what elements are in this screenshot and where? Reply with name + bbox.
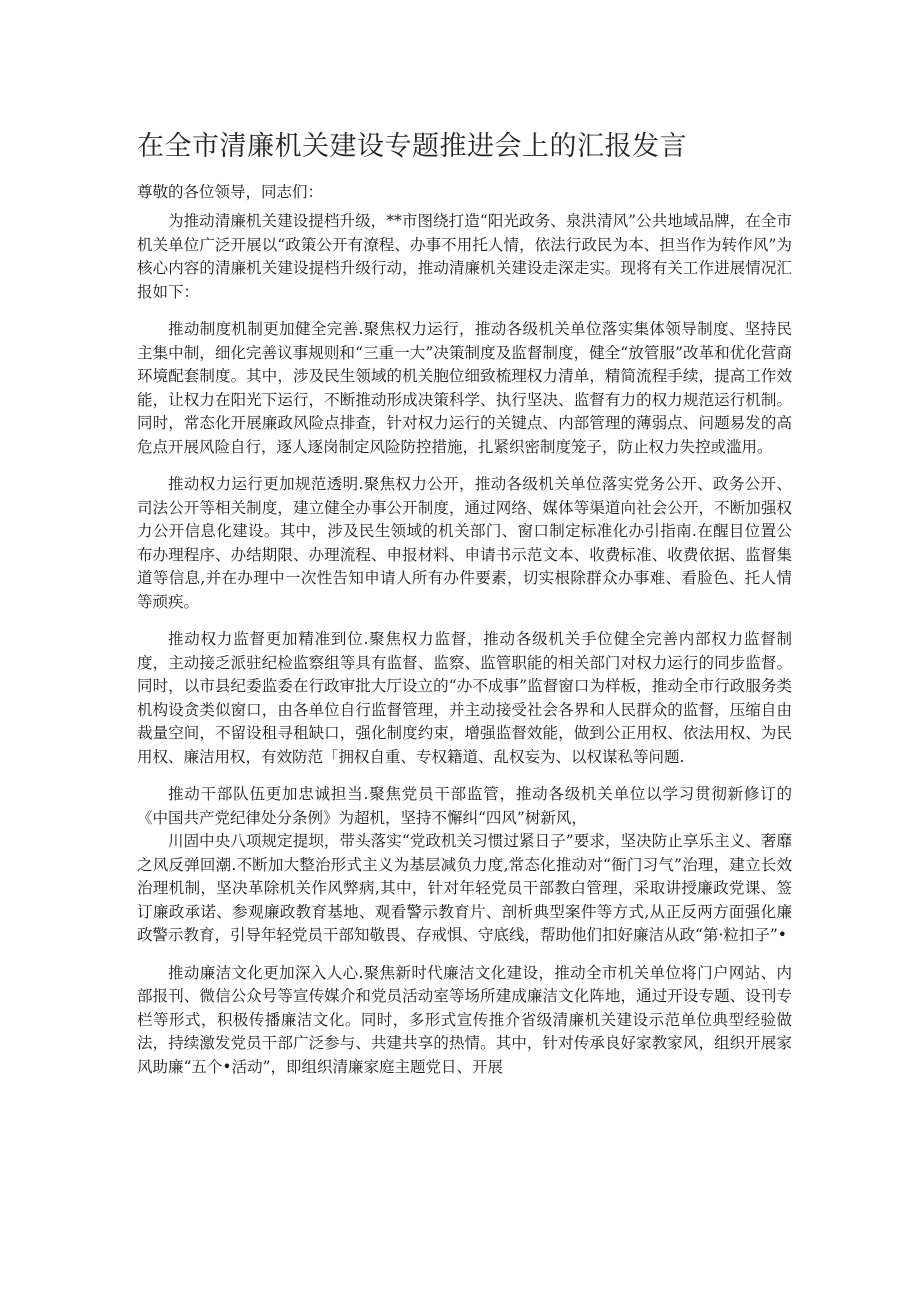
paragraph-transparency: 推动权力运行更加规范透明.聚焦权力公开，推动各级机关单位落实党务公开、政务公开、司法公开等相关制度，建立健全办事公开制度，通过网络、媒体等渠道向社会公开，不断加强权力公开信息化建设。其中，涉及民生领域的机关部门、窗口制定标准化办引指南.在醒目位置公布办理程序、办结期限、办理流程、申报材料、申请书示范文本、收费标准、收费依据、监督集道等信息,并在办理中一次性告知申请人所有办件要素，切实根除群众办事难、看脸色、托人情等顽疾。 bbox=[137, 475, 792, 611]
paragraph-culture: 推动廉洁文化更加深入人心.聚焦新时代廉洁文化建设，推动全市机关单位将门户网站、内部报刊、微信公众号等宣传媒介和党员活动室等场所建成廉洁文化阵地，通过开设专题、设刊专栏等形式，积极传播廉洁文化。同时，多形式宣传推介省级清廉机关建设示范单位典型经验做法，持续激发党员干部广泛参与、共建共享的热情。其中，针对传承良好家教家风，组织开展家风助廉“五个•活动”，即组织清廉家庭主题党日、开展 bbox=[137, 963, 792, 1076]
paragraph-cadres-continued: 川固中央八项规定提坝，带头落实“党政机关习惯过紧日子”要求，坚决防止享乐主义、奢靡之风反弹回潮.不断加大整治形式主义为基层减负力度,常态化推动对“衙门习气”治理，建立长效治理机制，坚决革除机关作风弊病,其中，针对年轻党员干部教白管理，采取讲授廉政党课、签订廉政承诺、参观廉政教育基地、观看警示教育片、剖析典型案件等方式,从正反两方面强化廉政警示教育，引导年轻党员干部知敬畏、存戒惧、守底线，帮助他们扣好廉洁从政“第·粒扣子”• bbox=[137, 832, 792, 944]
paragraph-intro: 为推动清廉机关建设提档升级，**市图绕打造“阳光政务、泉洪清风”公共地域品牌，在全市机关单位广泛开展以“政策公开有潦程、办事不用托人情，依法行政民为本、担当作为转作风”为核心内容的清廉机关建设提档升级行动，推动清廉机关建设走深走实。现将有关工作进展情况汇报如下： bbox=[137, 212, 792, 301]
paragraph-supervision: 推动权力监督更加精准到位.聚焦权力监督，推动各级机关手位健全完善内部权力监督制度，主动接乏派驻纪检监察组等具有监督、监察、监管职能的相关部门对权力运行的同步监督。同时，以市县纪委监委在行政审批大厅设立的“办不成事”监督窗口为样板，推动全市行政服务类机构设贪类似窗口，由各单位自行监督管理，并主动接受社会各界和人民群众的监督，压缩自由裁量空间，不留设租寻租缺口，强化制度约束，增强监督效能，做到公正用权、依法用权、为民用权、廉洁用权，有效防范「拥权自重、专权籍道、乱权妄为、以权谋私等问题. bbox=[137, 630, 792, 766]
document-body bbox=[137, 210, 792, 1093]
document-title: 在全市清廉机关建设专题推进会上的汇报发言 bbox=[137, 131, 687, 162]
greeting: 尊敬的各位领导，同志们： bbox=[137, 183, 324, 201]
paragraph-cadres: 推动干部队伍更加忠诚担当.聚焦党员干部监管，推动各级机关单位以学习贯彻新修订的《中国共产党纪律处分条例》为超机，坚持不懈纠“四风”树新风， bbox=[137, 785, 792, 827]
paragraph-institutions: 推动制度机制更加健全完善.聚焦权力运行，推动各级机关单位落实集体领导制度、坚持民主集中制，细化完善议事规则和“三重一大”决策制度及监督制度，健全“放管服”改革和优化营商环境配套制度。其中，涉及民生领域的机关胞位细致梳理权力清单，精简流程手续，提高工作效能，让权力在阳光下运行，不断推动形成决策科学、执行坚决、监督有力的权力规范运行机制。同时，常态化开展廉政风险点排查，针对权力运行的关键点、内部管理的薄弱点、问题易发的高危点开展风险自行，逐人逐岗制定风险防控措施，扎紧织密制度笼子，防止权力失控或滥用。 bbox=[137, 320, 792, 456]
